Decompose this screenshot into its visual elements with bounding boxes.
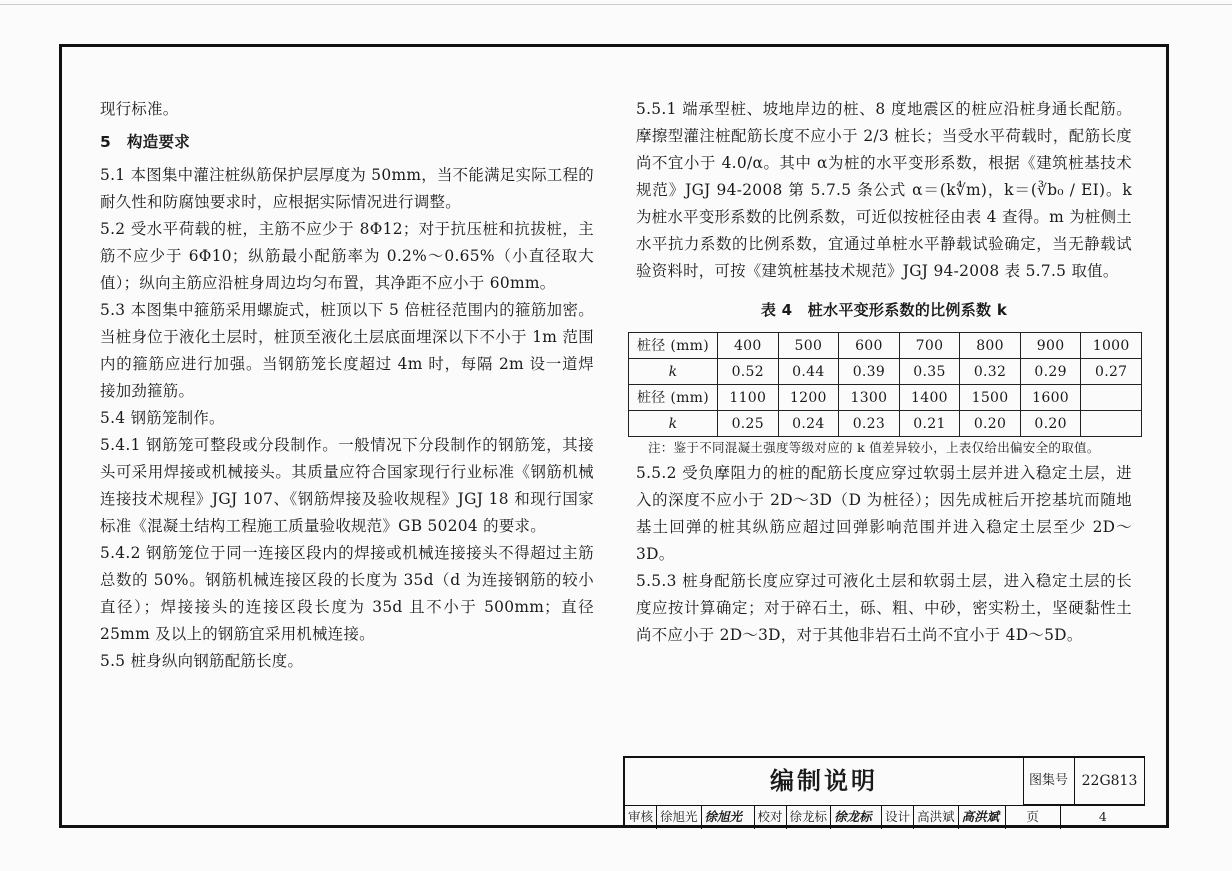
paragraph-5-5-1: 5.5.1 端承型桩、坡地岸边的桩、8 度地震区的桩应沿桩身通长配筋。摩擦型灌注桩配筋长度不应小于 2/3 桩长；当受水平荷载时，配筋长度尚不宜小于 4.0/α。其中 α为桩的水平变形系数，根据《建筑桩基技术规范》JGJ 94-2008 第 5.7.5 条公式 α＝(k∜m)，k＝(∛b₀ / EI)。k 为桩水平变形系数的比例系数，可近似按桩径由表 4 查得。m 为桩侧土水平抗力系数的比例系数，宜通过单桩水平静载试验确定，当无静载试验资料时，可按《建筑桩基技术规范》JGJ 94-2008 表 5.7.5 取值。 bbox=[636, 100, 1132, 280]
table-cell: 900 bbox=[1020, 333, 1081, 359]
table-cell: 0.39 bbox=[839, 359, 900, 385]
table-cell: 800 bbox=[960, 333, 1021, 359]
table-cell: 500 bbox=[778, 333, 839, 359]
table-cell: 700 bbox=[899, 333, 960, 359]
title-block bbox=[623, 756, 1145, 828]
table-cell: 0.24 bbox=[778, 411, 839, 437]
paragraph-5-4-1: 5.4.1 钢筋笼可整段或分段制作。一般情况下分段制作的钢筋笼，其接头可采用焊接或机械接头。其质量应符合国家现行行业标准《钢筋机械连接技术规程》JGJ 107、《钢筋焊接及验收规程》JGJ 18 和现行国家标准《混凝土结构工程施工质量验收规范》GB 50204 的要求。 bbox=[100, 436, 594, 535]
paragraph-5-5-3: 5.5.3 桩身配筋长度应穿过可液化土层和软弱土层，进入稳定土层的长度应按计算确定；对于碎石土，砾、粗、中砂，密实粉土，坚硬黏性土尚不应小于 2D～3D，对于其他非岩石土尚不宜小于 4D～5D。 bbox=[636, 572, 1132, 644]
check-label: 校对 bbox=[755, 806, 787, 829]
designer-signature: 高洪斌 bbox=[959, 806, 1006, 829]
paragraph-5-5: 5.5 桩身纵向钢筋配筋长度。 bbox=[100, 652, 304, 670]
paragraph-5-4: 5.4 钢筋笼制作。 bbox=[100, 409, 225, 427]
table-row bbox=[629, 385, 1142, 411]
table-row bbox=[629, 359, 1142, 385]
right-column bbox=[636, 96, 1132, 649]
table-cell: 0.20 bbox=[1020, 411, 1081, 437]
paragraph-5-2: 5.2 受水平荷载的桩，主筋不应少于 8Φ12；对于抗压桩和抗拔桩，主筋不应少于 6Φ10；纵筋最小配筋率为 0.2%～0.65%（小直径取大值）；纵向主筋应沿桩身周边均匀布置，其净距不应小于 60mm。 bbox=[100, 220, 594, 292]
table-header-cell: 桩径 (mm) bbox=[629, 333, 718, 359]
designer-name: 高洪斌 bbox=[914, 806, 959, 829]
coefficient-table bbox=[628, 332, 1142, 437]
atlas-number-label: 图集号 bbox=[1023, 758, 1075, 805]
paragraph-5-3: 5.3 本图集中箍筋采用螺旋式，桩顶以下 5 倍桩径范围内的箍筋加密。当桩身位于液化土层时，桩顶至液化土层底面埋深以下不小于 1m 范围内的箍筋应进行加强。当钢筋笼长度超过 4m 时，每隔 2m 设一道焊接加劲箍筋。 bbox=[100, 301, 594, 400]
table-note: 注：鉴于不同混凝土强度等级对应的 k 值差异较小，上表仅给出偏安全的取值。 bbox=[648, 440, 1100, 455]
reviewer-signature: 徐旭光 bbox=[702, 806, 755, 829]
table-cell: 0.20 bbox=[960, 411, 1021, 437]
table-caption: 表 4 桩水平变形系数的比例系数 k bbox=[760, 301, 1008, 319]
signature-row bbox=[625, 805, 1145, 829]
table-cell: 0.23 bbox=[839, 411, 900, 437]
table-cell bbox=[1081, 385, 1142, 411]
table-cell: 1500 bbox=[960, 385, 1021, 411]
table-cell: 0.32 bbox=[960, 359, 1021, 385]
table-cell: 1400 bbox=[899, 385, 960, 411]
table-cell: 400 bbox=[718, 333, 779, 359]
table-cell: 0.21 bbox=[899, 411, 960, 437]
page-top-rule bbox=[0, 4, 1232, 5]
table-cell: 0.52 bbox=[718, 359, 779, 385]
title-block-title: 编制说明 bbox=[625, 758, 1024, 805]
atlas-number: 22G813 bbox=[1075, 758, 1145, 805]
section-heading: 5 构造要求 bbox=[100, 133, 191, 151]
paragraph-intro: 现行标准。 bbox=[100, 100, 179, 118]
paragraph-5-5-2: 5.5.2 受负摩阻力的桩的配筋长度应穿过软弱土层并进入稳定土层，进入的深度不应小于 2D～3D（D 为桩径）；因先成桩后开挖基坑而随地基土回弹的桩其纵筋应超过回弹影响范围并进入稳定土层至少 2D～3D。 bbox=[636, 464, 1132, 563]
table-cell: 0.25 bbox=[718, 411, 779, 437]
table-cell: 1000 bbox=[1081, 333, 1142, 359]
table-cell: 0.27 bbox=[1081, 359, 1142, 385]
table-cell: 1300 bbox=[839, 385, 900, 411]
checker-signature: 徐龙标 bbox=[831, 806, 882, 829]
page-number: 4 bbox=[1098, 809, 1107, 824]
review-label: 审核 bbox=[625, 806, 657, 829]
paragraph-5-1: 5.1 本图集中灌注桩纵筋保护层厚度为 50mm，当不能满足实际工程的耐久性和防腐蚀要求时，应根据实际情况进行调整。 bbox=[100, 166, 594, 211]
table-cell: 0.29 bbox=[1020, 359, 1081, 385]
table-cell: 600 bbox=[839, 333, 900, 359]
table-header-cell: k bbox=[629, 411, 718, 437]
paragraph-5-4-2: 5.4.2 钢筋笼位于同一连接区段内的焊接或机械连接接头不得超过主筋总数的 50%。钢筋机械连接区段的长度为 35d（d 为连接钢筋的较小直径）；焊接接头的连接区段长度为 35d 且不小于 500mm；直径 25mm 及以上的钢筋宜采用机械连接。 bbox=[100, 544, 594, 643]
table-row bbox=[629, 333, 1142, 359]
checker-name: 徐龙标 bbox=[787, 806, 832, 829]
left-column bbox=[100, 96, 594, 675]
reviewer-name: 徐旭光 bbox=[657, 806, 702, 829]
table-cell bbox=[1081, 411, 1142, 437]
table-cell: 0.44 bbox=[778, 359, 839, 385]
table-cell: 1100 bbox=[718, 385, 779, 411]
table-row bbox=[629, 411, 1142, 437]
design-label: 设计 bbox=[882, 806, 914, 829]
table-header-cell: 桩径 (mm) bbox=[629, 385, 718, 411]
table-cell: 1600 bbox=[1020, 385, 1081, 411]
page-label: 页 bbox=[1006, 806, 1061, 829]
table-cell: 0.35 bbox=[899, 359, 960, 385]
table-cell: 1200 bbox=[778, 385, 839, 411]
table-header-cell: k bbox=[629, 359, 718, 385]
